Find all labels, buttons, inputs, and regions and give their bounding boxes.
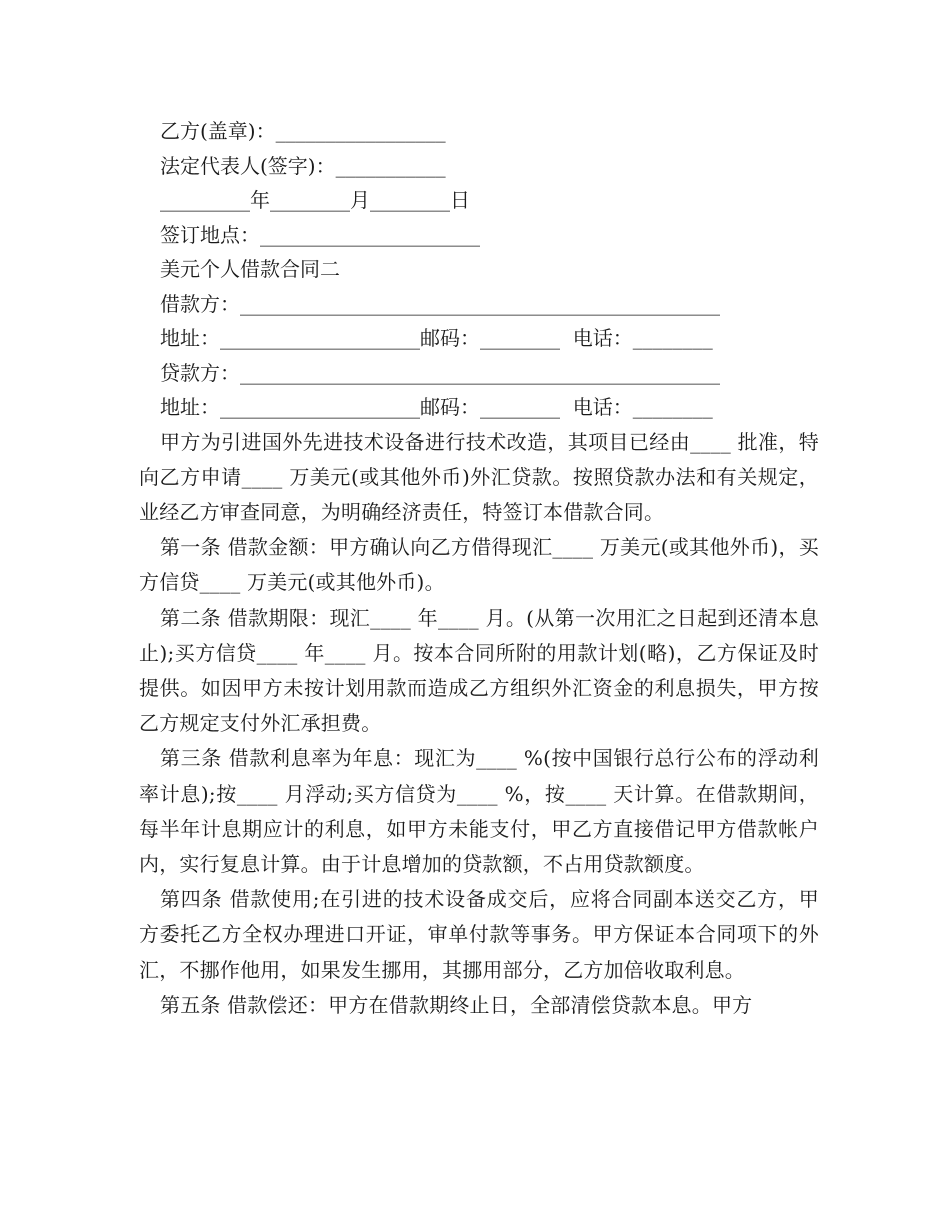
article-4-paragraph: 第四条 借款使用;在引进的技术设备成交后，应将合同副本送交乙方，甲方委托乙方全权办理进口开证，审单付款等事务。甲方保证本合同项下的外汇，不挪作他用，如果发生挪用，其挪用部分，乙方加倍收取利息。 [139,887,819,982]
article-5-paragraph: 第五条 借款偿还：甲方在借款期终止日，全部清偿贷款本息。甲方 [160,992,753,1017]
borrower-contact-line: 地址：____________________邮码：________ 电话：________ [160,326,713,350]
lender-contact-line: 地址：____________________邮码：________ 电话：________ [160,395,713,419]
party-b-seal-line: 乙方(盖章)：_________________ [160,119,446,143]
legal-rep-signature-line: 法定代表人(签字)：___________ [160,153,446,178]
preamble-paragraph: 甲方为引进国外先进技术设备进行技术改造，其项目已经由____ 批准，特向乙方申请____ 万美元(或其他外币)外汇贷款。按照贷款办法和有关规定，业经乙方审查同意，为明确经济责任，特签订本借款合同。 [139,429,819,524]
lender-line: 贷款方：________________________________________________ [160,360,720,385]
borrower-line: 借款方：________________________________________________ [160,291,720,316]
contract-title: 美元个人借款合同二 [160,257,340,281]
article-1-paragraph: 第一条 借款金额：甲方确认向乙方借得现汇____ 万美元(或其他外币)，买方信贷____ 万美元(或其他外币)。 [139,535,819,595]
sign-place-line: 签订地点：______________________ [160,222,480,247]
article-3-paragraph: 第三条 借款利息率为年息：现汇为____ %(按中国银行总行公布的浮动利率计息);按____ 月浮动;买方信贷为____ %，按____ 天计算。在借款期间，每半年计息期应计的利息，如甲方未能支付，甲乙方直接借记甲方借款帐户内，实行复息计算。由于计息增加的贷款额，不占用贷款额度。 [139,746,819,876]
article-2-paragraph: 第二条 借款期限：现汇____ 年____ 月。(从第一次用汇之日起到还清本息止);买方信贷____ 年____ 月。按本合同所附的用款计划(略)，乙方保证及时提供。如因甲方未按计划用款而造成乙方组织外汇资金的利息损失，甲方按乙方规定支付外汇承担费。 [139,605,819,736]
date-line: _________年________月________日 [160,188,470,212]
contract-page [139,114,819,1023]
